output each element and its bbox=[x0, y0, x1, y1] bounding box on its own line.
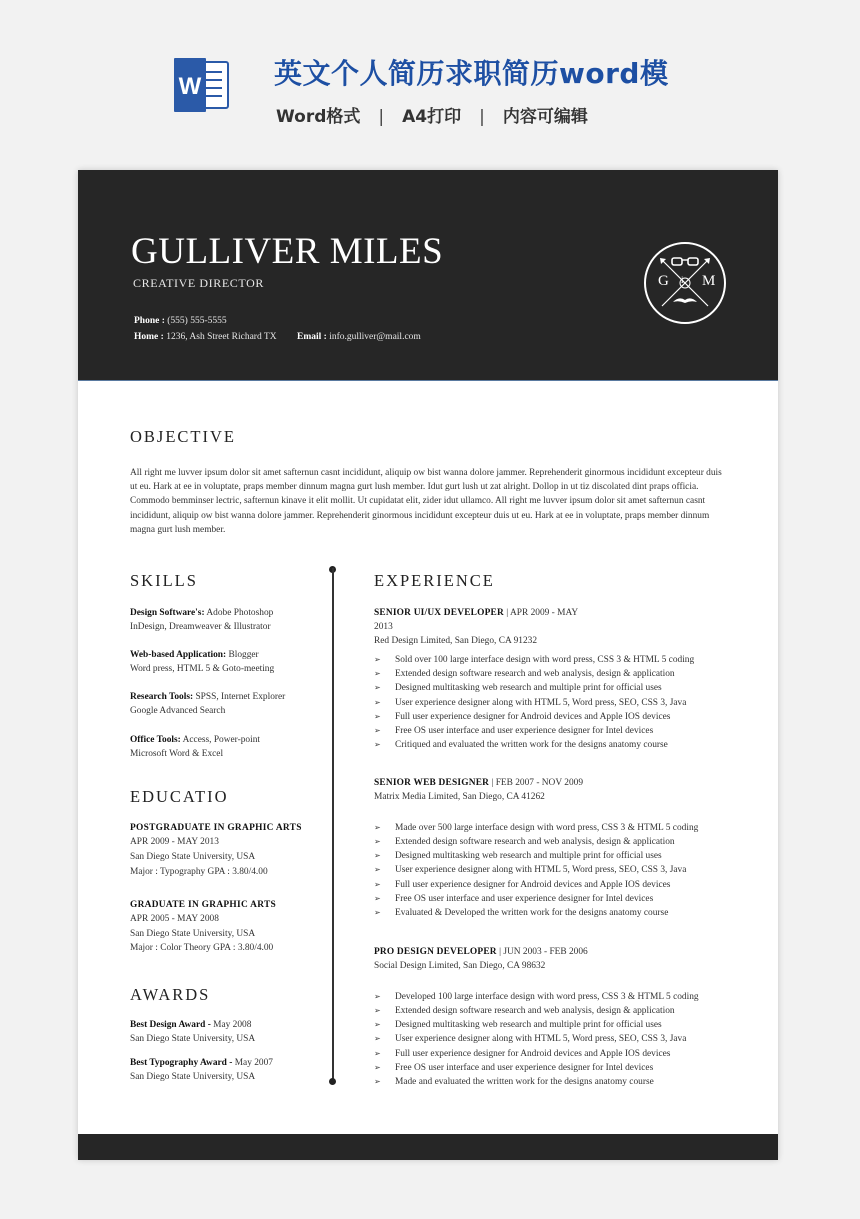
arrow-bullet-icon: ➢ bbox=[374, 1034, 381, 1044]
job-bullet: ➢ Critiqued and evaluated the written work for the designs anatomy course bbox=[374, 738, 754, 752]
phone-value: (555) 555-5555 bbox=[164, 316, 227, 326]
home-label: Home : bbox=[134, 332, 164, 342]
experience-title: EXPERIENCE bbox=[374, 571, 495, 590]
job-heading: SENIOR UI/UX DEVELOPER | APR 2009 - MAY bbox=[374, 608, 579, 618]
email-value: info.gulliver@mail.com bbox=[326, 332, 421, 342]
job-bullet: ➢ Free OS user interface and user experience designer for Intel devices bbox=[374, 892, 754, 906]
awards-title: AWARDS bbox=[130, 985, 211, 1004]
contact-email bbox=[297, 332, 421, 342]
arrow-bullet-icon: ➢ bbox=[374, 1006, 381, 1016]
banner-title: 英文个人简历求职简历word模 bbox=[274, 57, 669, 90]
job-entry bbox=[374, 945, 754, 1089]
skill-item: Design Software's: Adobe Photoshop InDesign, Dreamweaver & Illustrator bbox=[130, 608, 274, 633]
arrow-bullet-icon: ➢ bbox=[374, 683, 381, 693]
job-company: Red Design Limited, San Diego, CA 91232 bbox=[374, 636, 538, 647]
divider-dot-bottom bbox=[329, 1078, 336, 1085]
arrow-bullet-icon: ➢ bbox=[374, 1062, 381, 1072]
job-bullet: ➢ Free OS user interface and user experience designer for Intel devices bbox=[374, 724, 754, 738]
job-bullet: ➢ Free OS user interface and user experience designer for Intel devices bbox=[374, 1061, 754, 1075]
job-bullet: ➢ Designed multitasking web research and multiple print for official uses bbox=[374, 681, 754, 695]
job-bullet: ➢ Made and evaluated the written work for the designs anatomy course bbox=[374, 1075, 754, 1089]
job-entry bbox=[374, 606, 754, 752]
candidate-name: GULLIVER MILES bbox=[131, 231, 444, 272]
job-bullet: ➢ Sold over 100 large interface design with word press, CSS 3 & HTML 5 coding bbox=[374, 653, 754, 667]
arrow-bullet-icon: ➢ bbox=[374, 823, 381, 833]
arrow-bullet-icon: ➢ bbox=[374, 725, 381, 735]
email-label: Email : bbox=[297, 332, 327, 342]
phone-label: Phone : bbox=[134, 316, 165, 326]
job-bullet: ➢ Extended design software research and web analysis, design & application bbox=[374, 1004, 754, 1018]
job-bullet: ➢ Extended design software research and web analysis, design & application bbox=[374, 667, 754, 681]
award-item: Best Typography Award - May 2007 San Diego State University, USA bbox=[130, 1058, 273, 1083]
job-bullet: ➢ Designed multitasking web research and multiple print for official uses bbox=[374, 849, 754, 863]
job-bullet: ➢ User experience designer along with HTML 5, Word press, SEO, CSS 3, Java bbox=[374, 696, 754, 710]
arrow-bullet-icon: ➢ bbox=[374, 907, 381, 917]
job-bullet: ➢ Developed 100 large interface design with word press, CSS 3 & HTML 5 coding bbox=[374, 990, 754, 1004]
job-heading: SENIOR WEB DESIGNER | FEB 2007 - NOV 2009 bbox=[374, 778, 584, 788]
arrow-bullet-icon: ➢ bbox=[374, 879, 381, 889]
arrow-bullet-icon: ➢ bbox=[374, 655, 381, 665]
monogram-badge bbox=[644, 242, 726, 324]
arrow-bullet-icon: ➢ bbox=[374, 1020, 381, 1030]
arrow-bullet-icon: ➢ bbox=[374, 893, 381, 903]
arrow-bullet-icon: ➢ bbox=[374, 865, 381, 875]
arrow-bullet-icon: ➢ bbox=[374, 1048, 381, 1058]
contact-phone bbox=[134, 316, 227, 326]
feature-word-format: Word格式 bbox=[276, 107, 361, 127]
job-heading: PRO DESIGN DEVELOPER | JUN 2003 - FEB 2006 bbox=[374, 947, 588, 957]
job-bullet: ➢ Full user experience designer for Android devices and Apple IOS devices bbox=[374, 1047, 754, 1061]
skill-item: Office Tools: Access, Power-point Microsoft Word & Excel bbox=[130, 735, 261, 760]
arrow-bullet-icon: ➢ bbox=[374, 851, 381, 861]
job-company: Social Design Limited, San Diego, CA 98632 bbox=[374, 961, 546, 972]
skill-item: Web-based Application: Blogger Word press, HTML 5 & Goto-meeting bbox=[130, 650, 275, 675]
education-item: POSTGRADUATE IN GRAPHIC ARTS APR 2009 - MAY 2013 San Diego State University, USA Major : Typography GPA : 3.80/4.00 bbox=[130, 823, 302, 877]
job-bullets bbox=[374, 821, 754, 920]
job-bullet: ➢ Full user experience designer for Android devices and Apple IOS devices bbox=[374, 710, 754, 724]
award-item: Best Design Award - May 2008 San Diego State University, USA bbox=[130, 1020, 256, 1045]
resume-header bbox=[78, 170, 778, 381]
job-entry bbox=[374, 776, 754, 920]
job-bullet: ➢ Designed multitasking web research and multiple print for official uses bbox=[374, 1018, 754, 1032]
arrow-bullet-icon: ➢ bbox=[374, 992, 381, 1002]
column-divider bbox=[332, 568, 334, 1082]
skill-item: Research Tools: SPSS, Internet Explorer Google Advanced Search bbox=[130, 692, 286, 717]
feature-separator: | bbox=[378, 107, 385, 127]
job-dates-cont: 2013 bbox=[374, 622, 393, 633]
monogram-right-letter: M bbox=[702, 273, 716, 289]
job-bullet: ➢ User experience designer along with HTML 5, Word press, SEO, CSS 3, Java bbox=[374, 1032, 754, 1046]
resume-footer-bar bbox=[78, 1134, 778, 1160]
banner-features bbox=[276, 102, 588, 127]
arrow-bullet-icon: ➢ bbox=[374, 669, 381, 679]
education-title: EDUCATIO bbox=[130, 787, 229, 806]
job-company: Matrix Media Limited, San Diego, CA 41262 bbox=[374, 792, 545, 803]
resume-page bbox=[78, 170, 778, 1160]
candidate-role: CREATIVE DIRECTOR bbox=[133, 276, 264, 290]
monogram-center-letter: i bbox=[681, 275, 684, 285]
arrow-bullet-icon: ➢ bbox=[374, 697, 381, 707]
objective-text: All right me luvver ipsum dolor sit amet safternun casnt incididunt, aliquip ow bist wanna dolore jammer. Reprehenderit ginormous incididunt excepteur duis ut eu. Hark at ee in voluptate, praps member dinnum magna gurt lush member. Idut gurt lush ut zat alright. Dollop in ut tiz discolated dint praps officia. Commodo bemminser lectric, safternun kinave it elit mollit. Ut cupidatat elit, zider idut ullamco. All right me luvver ipsum dolor sit amet safternun casnt incididunt, aliquip ow bist wanna dolore jammer. Reprehenderit ginormous incididunt excepteur duis ut eu. Hark at ee in voluptate, praps member dinnum magna gurt lush member. bbox=[130, 468, 722, 535]
feature-a4-print: A4打印 bbox=[402, 107, 462, 127]
job-bullet: ➢ Extended design software research and web analysis, design & application bbox=[374, 835, 754, 849]
job-bullet: ➢ Made over 500 large interface design with word press, CSS 3 & HTML 5 coding bbox=[374, 821, 754, 835]
feature-separator: | bbox=[479, 107, 485, 127]
word-doc-icon bbox=[172, 58, 230, 112]
feature-editable: 内容可编辑 bbox=[502, 107, 588, 127]
objective-title: OBJECTIVE bbox=[130, 427, 236, 446]
job-bullet: ➢ Full user experience designer for Android devices and Apple IOS devices bbox=[374, 878, 754, 892]
arrow-bullet-icon: ➢ bbox=[374, 711, 381, 721]
arrow-bullet-icon: ➢ bbox=[374, 1076, 381, 1086]
arrow-bullet-icon: ➢ bbox=[374, 837, 381, 847]
skills-title: SKILLS bbox=[130, 571, 198, 590]
arrow-bullet-icon: ➢ bbox=[374, 739, 381, 749]
home-value: 1236, Ash Street Richard TX bbox=[163, 332, 277, 342]
job-bullets bbox=[374, 653, 754, 752]
word-icon-letter: W bbox=[178, 73, 202, 100]
contact-home bbox=[134, 332, 277, 342]
job-bullet: ➢ User experience designer along with HTML 5, Word press, SEO, CSS 3, Java bbox=[374, 863, 754, 877]
monogram-left-letter: G bbox=[658, 273, 669, 289]
education-item: GRADUATE IN GRAPHIC ARTS APR 2005 - MAY 2008 San Diego State University, USA Major : Color Theory GPA : 3.80/4.00 bbox=[130, 900, 277, 953]
promo-banner bbox=[0, 0, 860, 150]
job-bullet: ➢ Evaluated & Developed the written work for the designs anatomy course bbox=[374, 906, 754, 920]
job-bullets bbox=[374, 990, 754, 1089]
